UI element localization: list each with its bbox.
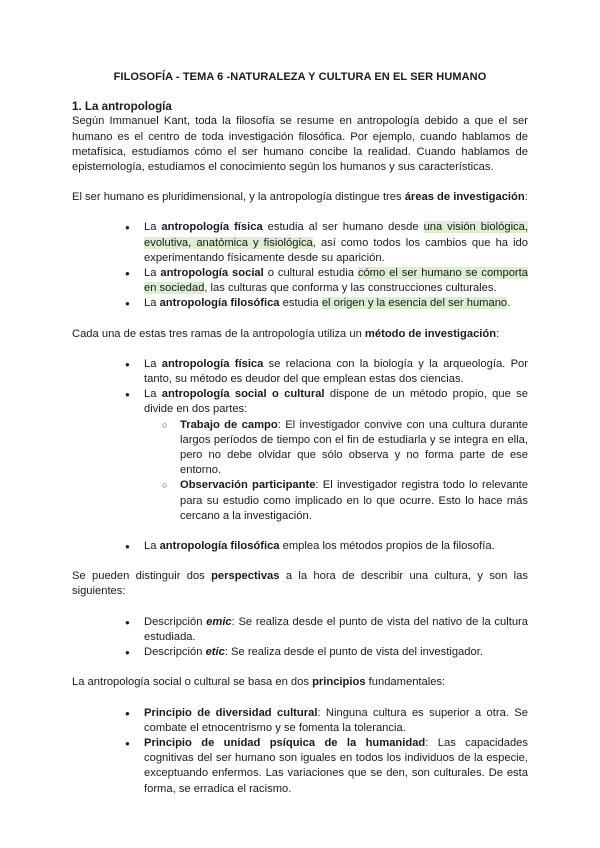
- list-item: ● La antropología filosófica estudia el origen y la esencia del ser humano.: [144, 296, 528, 311]
- sub-list: [144, 418, 528, 524]
- list-item: ● La antropología física estudia al ser humano desde una visión biológica, evolutiva, anatómica y fisiológica, así como todos los cambios que ha ido experimentando físicamente desde su aparición.: [144, 220, 528, 266]
- list-item: ● La antropología filosófica emplea los métodos propios de la filosofía.: [144, 539, 528, 554]
- list-item: ● La antropología social o cultural dispone de un método propio, que se divide en dos partes: ○ Trabajo de campo: El investigador convive con una cultura durante largos períodos de tiempo con el fin de estudiarla y se integra en ella, pero no debe olvidar que sólo observa y no forma parte de ese entorno. ○ Observación participante: El investigador registra todo lo relevante para su estudio como implicado en lo que ocurre. Esto lo hace más cercano a la investigación.: [144, 387, 528, 539]
- page-title: FILOSOFÍA - TEMA 6 -NATURALEZA Y CULTURA EN EL SER HUMANO: [113, 71, 487, 83]
- areas-list: [72, 220, 528, 311]
- list-item: ● Descripción emic: Se realiza desde el punto de vista del nativo de la cultura estudiada.: [144, 615, 528, 645]
- list-item: ● La antropología física se relaciona con la biología y la arqueología. Por tanto, su método es deudor del que emplean estas dos ciencias.: [144, 357, 528, 387]
- methods-list: [72, 357, 528, 554]
- highlighted-text: cómo el ser humano se comporta en sociedad: [144, 267, 528, 295]
- areas-lead: El ser humano es pluridimensional, y la antropología distingue tres áreas de investigación:: [72, 191, 528, 204]
- perspectives-lead: Se pueden distinguir dos perspectivas a la hora de describir una cultura, y son las siguientes:: [72, 570, 528, 598]
- list-item: ● Principio de unidad psíquica de la humanidad: Las capacidades cognitivas del ser humano son iguales en todos los individuos de la especie, exceptuando enfermos. Las variaciones que se den, son culturales. De esta forma, se erradica el racismo.: [144, 736, 528, 797]
- principles-lead: La antropología social o cultural se basa en dos principios fundamentales:: [72, 676, 446, 689]
- perspectives-list: [72, 615, 528, 661]
- intro-paragraph: Según Immanuel Kant, toda la filosofía se resume en antropología debido a que el ser humano es el centro de toda investigación filosófica. Por ejemplo, cuando hablamos de metafísica, estudiamos cómo el ser humano concibe la realidad. Cuando hablamos de epistemología, estudiamos el conocimiento según los humanos y sus características.: [72, 115, 528, 174]
- principles-list: [72, 706, 528, 797]
- sub-list-item: ○ Observación participante: El investigador registra todo lo relevante para su estudio como implicado en lo que ocurre. Esto lo hace más cercano a la investigación.: [180, 478, 528, 524]
- highlighted-text: una visión biológica, evolutiva, anatómica y fisiológica: [144, 221, 528, 249]
- list-item: ● La antropología social o cultural estudia cómo el ser humano se comporta en sociedad, las culturas que conforma y las construcciones culturales.: [144, 266, 528, 296]
- list-item: ● Principio de diversidad cultural: Ninguna cultura es superior a otra. Se combate el etnocentrismo y se fomenta la tolerancia.: [144, 706, 528, 736]
- highlighted-text: el origen y la esencia del ser humano: [321, 297, 508, 310]
- sub-list-item: ○ Trabajo de campo: El investigador convive con una cultura durante largos períodos de tiempo con el fin de estudiarla y se integra en ella, pero no debe olvidar que sólo observa y no forma parte de ese entorno.: [180, 418, 528, 479]
- methods-lead: Cada una de estas tres ramas de la antropología utiliza un método de investigación:: [72, 327, 500, 340]
- list-item: ● Descripción etic: Se realiza desde el punto de vista del investigador.: [144, 645, 528, 660]
- section-heading: 1. La antropología: [72, 100, 172, 114]
